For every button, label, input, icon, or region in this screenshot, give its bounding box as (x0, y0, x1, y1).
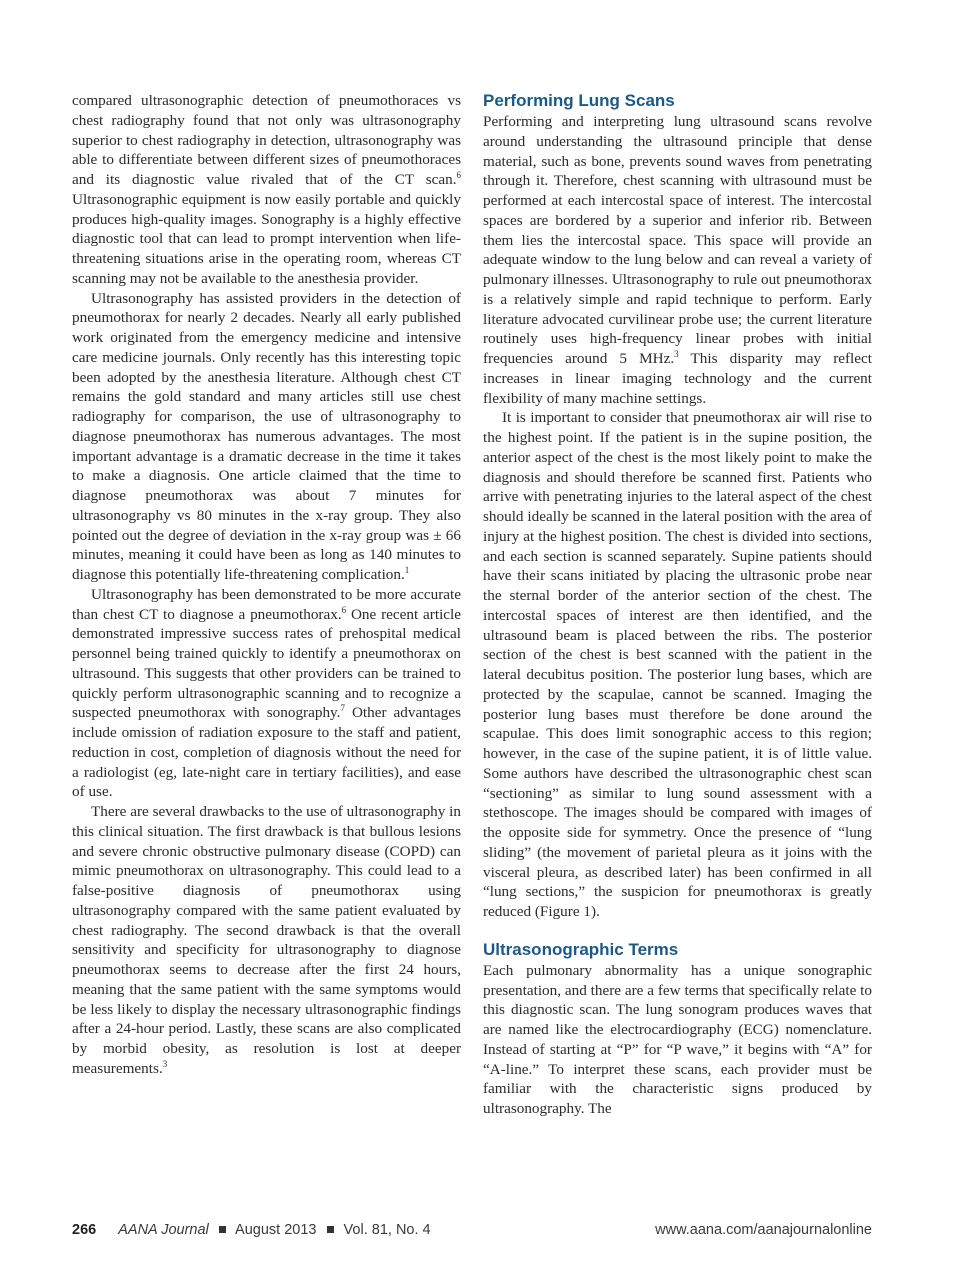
volume-issue: Vol. 81, No. 4 (343, 1222, 431, 1238)
citation-marker: 7 (340, 703, 345, 714)
citation-marker: 1 (404, 565, 410, 575)
body-paragraph: Performing and interpreting lung ultrasound scans revolve around understanding the ultrasound principle that dense material, such as bone, prevents sound waves from penetrating through it. Therefore, chest scanning with ultrasound must be performed at each intercostal space of interest. The intercostal spaces are bordered by a superior and inferior rib. Between them lies the intercostal space. This space will provide an adequate window to the lung below and can reveal a variety of pulmonary illnesses. Ultrasonography to rule out pneumothorax is a relatively simple and rapid technique to perform. Early literature advocated curvilinear probe use; the current literature routinely uses high-frequency linear probes with initial frequencies around 5 MHz.$^3$ This disparity may reflect increases in linear imaging technology and the current flexibility of many machine settings. (483, 113, 872, 407)
body-paragraph: It is important to consider that pneumothorax air will rise to the highest point. If the patient is in the supine position, the anterior aspect of the chest is the most likely point to make the diagnosis and should therefore be scanned first. Patients who arrive with penetrating injuries to the lateral aspect of the chest should ideally be scanned in the lateral position with the area of injury at the highest position. The chest is divided into sections, and each section is scanned separately. Supine patients should have their scans initiated by placing the ultrasonic probe near the sternal border of the anterior section of the chest. The intercostal spaces of interest are then identified, and the ultrasound beam is placed between the ribs. The posterior section of the chest is best scanned with the patient in the lateral decubitus position. The posterior lung bases, which are protected by the scapulae, cannot be scanned. Imaging the posterior lung bases must therefore be done around the scapulae. This does limit sonographic access to this region; however, in the case of the supine patient, it is of little value. Some authors have described the ultrasonographic chest scan “sectioning” as similar to lung sound assessment with a stethoscope. The images should be compared with images of the opposite side for symmetry. Once the presence of “lung sliding” (the movement of parietal pleura as it joins with the visceral pleura, as described later) has been confirmed in all “lung sections,” the suspicion for pneumothorax is greatly reduced (Figure 1). (483, 409, 872, 920)
separator-square-icon (327, 1226, 334, 1233)
citation-marker: 3 (674, 349, 679, 359)
section-heading-ultrasonographic-terms: Ultrasonographic Terms (483, 939, 679, 959)
body-paragraph: compared ultrasonographic detection of pneumothoraces vs chest radiography found that not only was ultrasonography superior to chest radiography in detection, ultrasonography was able to differentiate between different sizes of pneumothoraces and its diagnostic value rivaled that of the CT scan.$^6$ Ultrasonographic equipment is now easily portable and quickly produces high-quality images. Sonography is a highly effective diagnostic tool that can lead to prompt intervention when life-threatening situations arise in the operating room, whereas CT scanning may not be available to the anesthesia provider. (72, 92, 461, 287)
citation-marker: 3 (162, 1058, 168, 1069)
body-paragraph: Ultrasonography has been demonstrated to be more accurate than chest CT to diagnose a pneumothorax.$^6$ One recent article demonstrated impressive success rates of prehospital medical personnel being trained quickly to identify a pneumothorax on ultrasound. This suggests that other providers can be trained to quickly perform ultrasonographic scanning and to recognize a suspected pneumothorax with sonography.$^7$ Other advantages include omission of radiation exposure to the staff and patient, reduction in cost, completion of diagnosis without the need for a radiologist (eg, late-night care in tertiary facilities), and ease of use. (72, 585, 461, 801)
citation-marker: 6 (341, 604, 347, 615)
body-paragraph: Ultrasonography has assisted providers in the detection of pneumothorax for nearly 2 decades. Nearly all early published work originated from the emergency medicine and intensive care medicine journals. Only recently has this interesting topic been adopted by the anesthesia literature. Although chest CT remains the gold standard and many articles still use chest radiography for comparison, the use of ultrasonography to diagnose pneumothorax has numerous advantages. The most important advantage is a dramatic decrease in the time it takes to make a diagnosis. One article claimed that the time to diagnose pneumothorax was about 7 minutes for ultrasonography vs 80 minutes in the x-ray group. They also pointed out the degree of deviation in the x-ray group was ± 66 minutes, meaning it could have been as long as 140 minutes to diagnose this potentially life-threatening complication.$^1$ (72, 289, 461, 583)
journal-name: AANA Journal (118, 1222, 209, 1238)
separator-square-icon (219, 1226, 226, 1233)
right-column (483, 91, 872, 1119)
issue-date: August 2013 (235, 1222, 317, 1238)
page-number: 266 (72, 1222, 97, 1238)
left-column (72, 91, 461, 1079)
body-paragraph: There are several drawbacks to the use of ultrasonography in this clinical situation. The first drawback is that bullous lesions and severe chronic obstructive pulmonary disease (COPD) can mimic pneumothorax on ultrasonography. This could lead to a false-positive diagnosis of pneumothorax using ultrasonography compared with the same patient evaluated by chest radiography. The second drawback is that the overall sensitivity and specificity for ultrasonography to diagnose pneumothorax seems to decrease after the first 24 hours, meaning that the same patient with the same symptoms would be less likely to display the necessary ultrasonographic findings after a 24-hour period. Lastly, these scans are also complicated by morbid obesity, as resolution is lost at deeper measurements.$^3$ (72, 803, 461, 1077)
body-paragraph: Each pulmonary abnormality has a unique sonographic presentation, and there are a few terms that specifically relate to this diagnostic scan. The lung sonogram produces waves that are named like the electrocardiography (ECG) nomenclature. Instead of starting at “P” for “P wave,” it begins with “A” for “A-line.” To interpret these scans, each provider must be familiar with the characteristic signs produced by ultrasonography. The (483, 961, 872, 1117)
citation-marker: 6 (456, 170, 461, 180)
journal-url-link[interactable]: www.aana.com/aanajournalonline (655, 1222, 872, 1238)
section-heading-performing-lung-scans: Performing Lung Scans (483, 91, 675, 110)
page-footer (72, 1222, 872, 1242)
